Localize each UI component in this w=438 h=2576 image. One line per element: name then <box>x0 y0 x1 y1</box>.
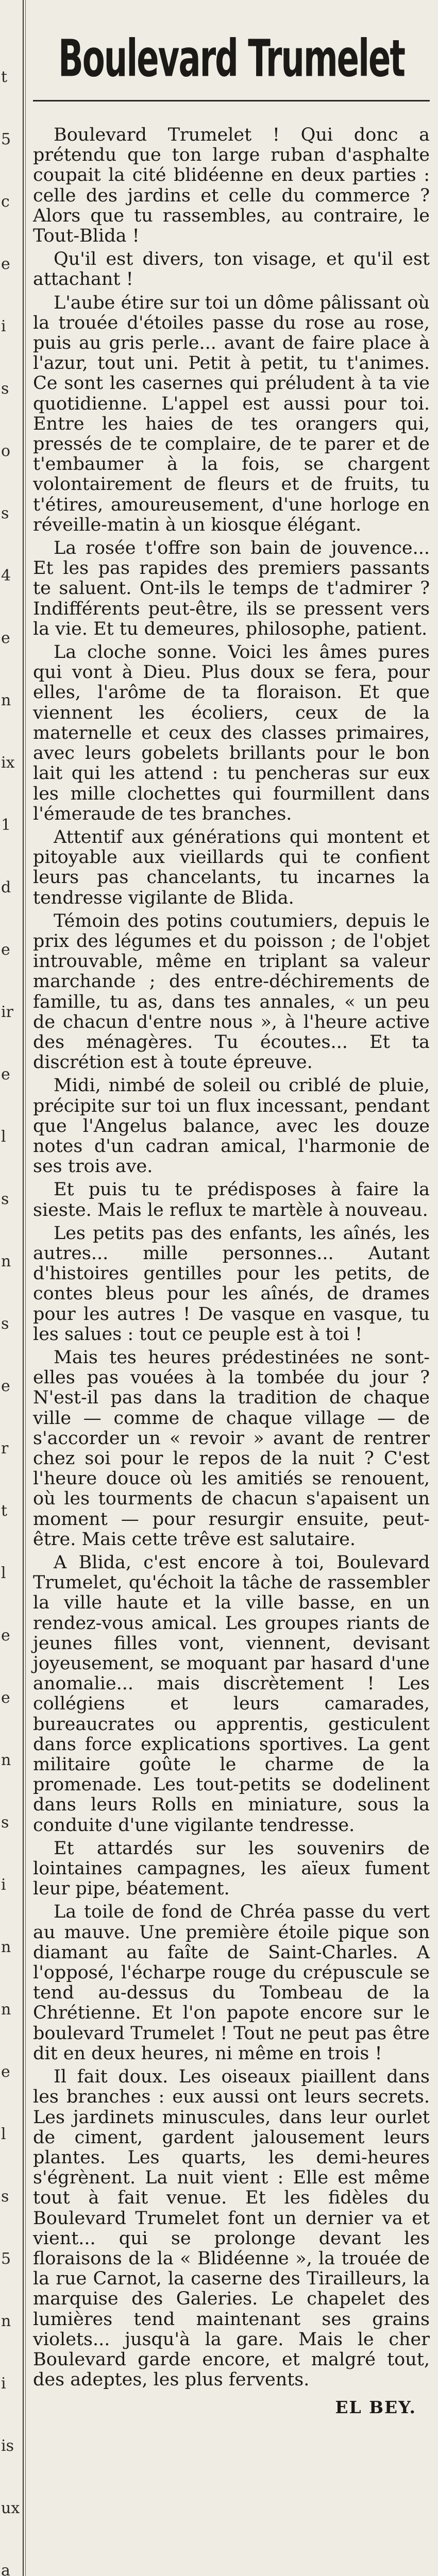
gutter-fragment: s <box>1 1190 9 1208</box>
gutter-fragment: d <box>1 878 11 896</box>
gutter-fragment: n <box>1 1938 11 1956</box>
paragraph: Témoin des potins coutumiers, depuis le prix des légumes et du poisson ; de l'objet introuvable, même en triplant sa valeur marchande ; des entre-déchirements de famille, tu as, dans tes annales, « un peu de chacun d'entre nous », à l'heure active des ménagères. Tu écoutes... Et ta discrétion est à toute épreuve. <box>33 910 430 1073</box>
headline: Boulevard Trumelet <box>58 29 405 89</box>
gutter-fragment: l <box>1 2125 6 2143</box>
adjacent-column-fragment <box>0 0 18 2576</box>
gutter-fragment: e <box>1 255 10 273</box>
paragraph: A Blida, c'est encore à toi, Boulevard Trumelet, qu'échoit la tâche de rassembler la ville haute et la ville basse, en un rendez-vous amical. Les groupes riants de jeunes filles vont, viennent, devisant joyeusement, se moquant par hasard d'une anomalie... mais discrètement ! Les collégiens et leurs camarades, bureaucrates ou apprentis, gesticulent dans force explications sportives. La gent militaire goûte le charme de la promenade. Les tout-petits se dodelinent dans leurs Rolls en miniature, sous la conduite d'une vigilante tendresse. <box>33 1552 430 1836</box>
gutter-fragment: ir <box>1 1003 13 1021</box>
gutter-fragment: s <box>1 1315 9 1333</box>
paragraph: Midi, nimbé de soleil ou criblé de pluie, précipite sur toi un flux incessant, pendant que l'Angelus balance, avec les douze notes d'un cadran amical, l'harmonie de ses trois ave. <box>33 1075 430 1177</box>
gutter-fragment: r <box>1 1439 9 1458</box>
gutter-fragment: e <box>1 2063 10 2081</box>
gutter-fragment: is <box>1 2437 14 2455</box>
column-rule-thin <box>25 0 26 2576</box>
paragraph: Il fait doux. Les oiseaux piaillent dans les branches : eux aussi ont leurs secrets. Les jardinets minuscules, dans leur ourlet de ciment, gardent jalousement leurs plantes. Les quarts, les demi-heures s'égrènent. La nuit vient : Elle est même tout à fait venue. Et les fidèles du Boulevard Trumelet font un dernier va et vient... qui se prolonge devant les floraisons de la « Blidéenne », la trouée de la rue Carnot, la caserne des Tirailleurs, la marquise des Galeries. Le chapelet des lumières tend maintenant ses grains violets... jusqu'à la gare. Mais le cher Boulevard garde encore, et malgré tout, des adeptes, les plus fervents. <box>33 2066 430 2391</box>
paragraph: Et attardés sur les souvenirs de lointaines campagnes, les aïeux fument leur pipe, béatement. <box>33 1838 430 1900</box>
paragraph: Mais tes heures prédestinées ne sont-elles pas vouées à la tombée du jour ? N'est-il pas dans la tradition de chaque ville — comme de chaque village — de s'accorder un « revoir » avant de rentrer chez soi pour le repos de la nuit ? C'est l'heure douce où les amitiés se renouent, où les tourments de chacun s'apaisent un moment — pour resurgir ensuite, peut-être. Mais cette trêve est salutaire. <box>33 1347 430 1550</box>
gutter-fragment: s <box>1 1814 9 1832</box>
gutter-fragment: n <box>1 2001 11 2019</box>
paragraph: La cloche sonne. Voici les âmes pures qui vont à Dieu. Plus doux se fera, pour elles, l'arôme de ta floraison. Et que viennent les écoliers, ceux de la maternelle et ceux des classes primaires, avec leurs gobelets brillants pour le bon lait qui les attend : tu pencheras sur eux les mille clochettes qui fourmillent dans l'émeraude de tes branches. <box>33 642 430 824</box>
gutter-fragment: e <box>1 1689 10 1707</box>
gutter-fragment: e <box>1 1626 10 1645</box>
gutter-fragment: a <box>1 2562 10 2576</box>
gutter-fragment: i <box>1 1876 6 1894</box>
paragraph: Les petits pas des enfants, les aînés, les autres... mille personnes... Autant d'histoires gentilles pour les petits, de contes bleus pour les aînés, de drames pour les autres ! De vasque en vasque, tu les salues : tout ce peuple est à toi ! <box>33 1223 430 1345</box>
paragraph: L'aube étire sur toi un dôme pâlissant où la trouée d'étoiles passe du rose au rose, puis au gris perle... avant de faire place à l'azur, tout uni. Petit à petit, tu t'animes. Ce sont les casernes qui préludent à ta vie quotidienne. L'appel est aussi pour toi. Entre les haies de tes orangers qui, pressés de te complaire, de te parer et de t'embaumer à la fois, se chargent volontairement de fleurs et de fruits, tu t'étires, amoureusement, d'une horloge en réveille-matin à un kiosque élégant. <box>33 292 430 535</box>
gutter-fragment: e <box>1 629 10 647</box>
gutter-fragment: s <box>1 380 9 398</box>
gutter-fragment: c <box>1 193 10 211</box>
paragraph: La toile de fond de Chréa passe du vert au mauve. Une première étoile pique son diamant au faîte de Saint-Charles. A l'opposé, l'écharpe rouge du crépuscule se tend au-dessus du Tombeau de la Chrétienne. Et l'on papote encore sur le boulevard Trumelet ! Tout ne peut pas être dit en deux heures, ni même en trois ! <box>33 1902 430 2064</box>
gutter-fragment: t <box>1 68 8 86</box>
gutter-fragment: s <box>1 2188 9 2206</box>
paragraph: Qu'il est divers, ton visage, et qu'il est attachant ! <box>33 249 430 290</box>
gutter-fragment: s <box>1 504 9 522</box>
gutter-fragment: 4 <box>1 567 11 585</box>
gutter-fragment: 1 <box>1 816 11 834</box>
gutter-fragment: t <box>1 1502 8 1520</box>
paragraph: Attentif aux générations qui montent et pitoyable aux vieillards qui te confient leurs pas chancelants, tu incarnes la tendresse vigilante de Blida. <box>33 826 430 908</box>
gutter-fragment: ux <box>1 2499 20 2517</box>
gutter-fragment: n <box>1 1751 11 1769</box>
gutter-fragment: i <box>1 2375 6 2393</box>
article-body <box>33 125 430 2390</box>
gutter-fragment: o <box>1 442 11 460</box>
gutter-fragment: e <box>1 1065 10 1083</box>
article <box>33 9 430 2417</box>
author-signature: EL BEY. <box>335 2397 416 2418</box>
gutter-fragment: l <box>1 1564 6 1582</box>
gutter-fragment: 5 <box>1 130 11 148</box>
paragraph: Et puis tu te prédisposes à faire la sieste. Mais le reflux te martèle à nouveau. <box>33 1179 430 1221</box>
gutter-fragment: e <box>1 1377 10 1395</box>
gutter-fragment: e <box>1 941 10 959</box>
gutter-fragment: n <box>1 2312 11 2330</box>
gutter-fragment: n <box>1 691 11 709</box>
gutter-fragment: l <box>1 1128 6 1146</box>
gutter-fragment: 5 <box>1 2250 11 2268</box>
gutter-fragment: n <box>1 1252 11 1270</box>
paragraph: Boulevard Trumelet ! Qui donc a prétendu que ton large ruban d'asphalte coupait la cité blidéenne en deux parties : celle des jardins et celle du commerce ? Alors que tu rassembles, au contraire, le Tout-Blida ! <box>33 125 430 247</box>
paragraph: La rosée t'offre son bain de jouvence... Et les pas rapides des premiers passants te saluent. Ont-ils le temps de t'admirer ? Indifférents peut-être, ils se pressent vers la vie. Et tu demeures, philosophe, patient. <box>33 538 430 639</box>
gutter-fragment: ix <box>1 754 15 772</box>
column-rule <box>23 0 24 2576</box>
gutter-fragment: i <box>1 317 6 335</box>
